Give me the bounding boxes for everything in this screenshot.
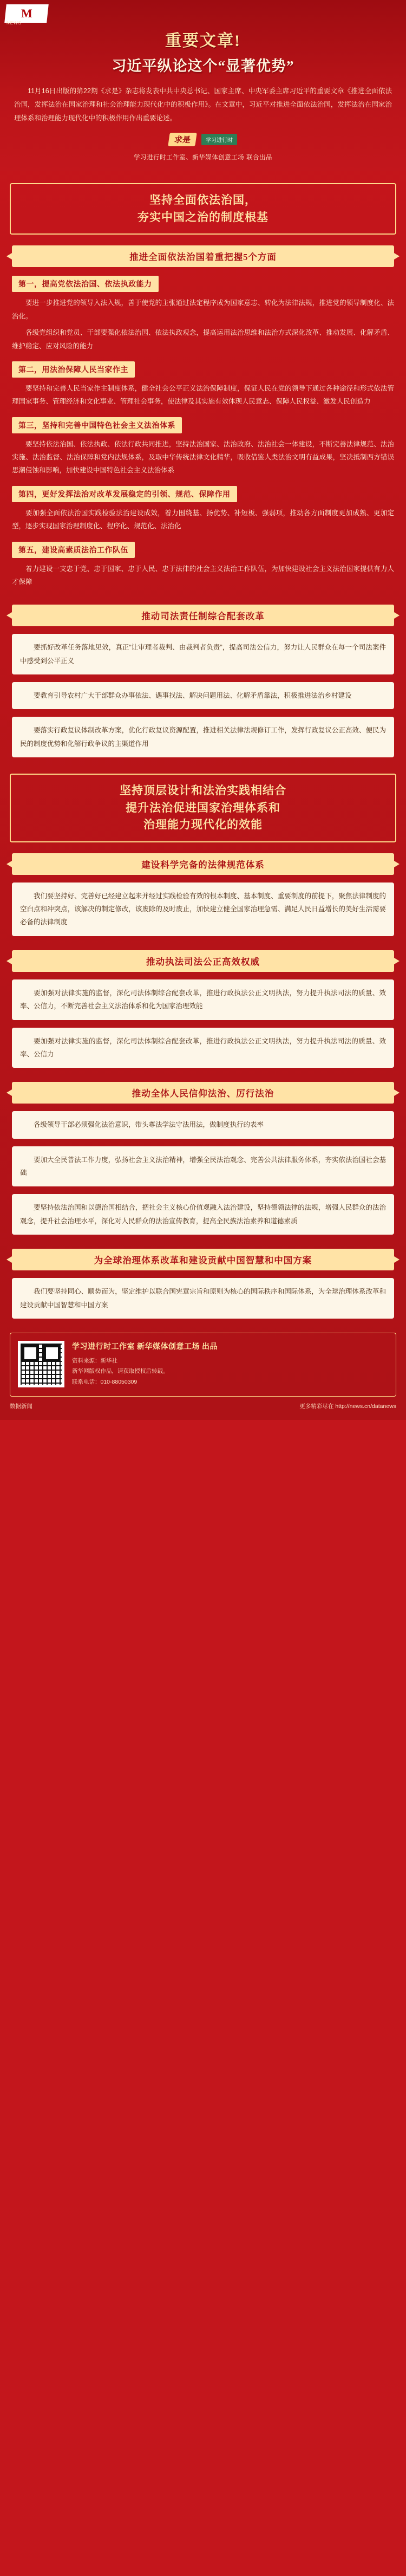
subheading-global-governance: 为全球治理体系改革和建设贡献中国智慧和中国方案 bbox=[12, 1249, 394, 1270]
intro-paragraph: 11月16日出版的第22期《求是》杂志将发表中共中央总书记、国家主席、中央军委主席习近平的重要文章《推进全面依法治国，发挥法治在国家治理和社会治理能力现代化中的积极作用》。在文章中，习近平对推进全面依法治国，发挥法治在国家治理体系和治理能力现代化中的积极作用作出重要论述。 bbox=[14, 87, 392, 122]
column-tag: 学习进行时 bbox=[201, 134, 237, 145]
logo-sub-label: NEWS bbox=[6, 21, 22, 25]
card-enforcement-2 bbox=[12, 1028, 394, 1068]
point-5-para-1: 着力建设一支忠于党、忠于国家、忠于人民、忠于法律的社会主义法治工作队伍，为加快建设社会主义法治国家提供有力人才保障 bbox=[12, 564, 394, 586]
card-global-1-text: 我们要坚持同心、顺势而为，坚定维护以联合国宪章宗旨和原则为核心的国际秩序和国际体系，为全球治理体系改革和建设贡献中国智慧和中国方案 bbox=[20, 1288, 386, 1309]
point-3-body bbox=[12, 438, 394, 477]
point-block-3 bbox=[12, 417, 394, 477]
point-block-4 bbox=[12, 486, 394, 533]
poster-header bbox=[0, 0, 406, 171]
point-1-heading: 第一，提高党依法治国、依法执政能力 bbox=[12, 276, 159, 292]
point-1-para-2: 各级党组织和党员、干部要强化依法治国、依法执政观念，提高运用法治思维和法治方式深化改革、推动发展、化解矛盾、维护稳定、应对风险的能力 bbox=[12, 329, 394, 350]
point-5-heading: 第五，建设高素质法治工作队伍 bbox=[12, 542, 135, 558]
point-block-2 bbox=[12, 361, 394, 408]
point-block-5 bbox=[12, 542, 394, 589]
subheading-judicial-reform: 推动司法责任制综合配套改革 bbox=[12, 605, 394, 626]
subheading-rule-of-law-faith: 推动全体人民信仰法治、厉行法治 bbox=[12, 1082, 394, 1104]
card-faith-1-text: 各级领导干部必须强化法治意识，带头尊法学法守法用法，做制度执行的表率 bbox=[34, 1121, 264, 1129]
footer-bottom-bar bbox=[10, 1402, 396, 1410]
section-banner-2-line3: 治理能力现代化的效能 bbox=[143, 818, 263, 832]
qr-code-pattern bbox=[21, 1344, 62, 1385]
point-3-heading: 第三，坚持和完善中国特色社会主义法治体系 bbox=[12, 417, 182, 433]
footer-block bbox=[10, 1333, 396, 1397]
footer-line-1: 资料来源：新华社 bbox=[72, 1357, 117, 1364]
section-banner-1-line2: 夯实中国之治的制度根基 bbox=[137, 210, 269, 224]
point-4-body bbox=[12, 507, 394, 533]
page-subtitle: 习近平纵论这个“显著优势” bbox=[112, 58, 294, 74]
card-faith-2 bbox=[12, 1146, 394, 1187]
card-enforcement-1 bbox=[12, 979, 394, 1020]
card-norms-1-text: 我们要坚持好、完善好已经建立起来并经过实践检验有效的根本制度、基本制度、重要制度的前提下，聚焦法律制度的空白点和冲突点，该解决的制定修改，该废除的及时废止，加快建立健全国家治理急需、满足人民日益增长的美好生活需要必备的法律制度 bbox=[20, 892, 386, 926]
section-banner-1 bbox=[10, 183, 396, 235]
subheading-legal-norms: 建设科学完备的法律规范体系 bbox=[12, 853, 394, 875]
point-3-para-1: 要坚持依法治国、依法执政、依法行政共同推进，坚持法治国家、法治政府、法治社会一体建设，不断完善法律规范、法治实施、法治监督、法治保障和党内法规体系，及取中华传统法律文化精华，吸收借鉴人类法治文明有益成果，坚决抵制西方错误思潮侵蚀和影响，加快建设中国特色社会主义法治体系 bbox=[12, 440, 394, 475]
qiushi-badge: 求是 bbox=[168, 133, 197, 146]
card-judicial-3-text: 要落实行政复议体制改革方案，优化行政复议资源配置，推进相关法律法规修订工作，发挥行政复议公正高效、便民为民的制度优势和化解行政争议的主渠道作用 bbox=[20, 726, 386, 748]
point-block-1 bbox=[12, 276, 394, 353]
footer-brand-label: 数据新闻 bbox=[10, 1403, 32, 1410]
point-5-body bbox=[12, 562, 394, 589]
point-4-para-1: 要加强全面依法治国实践检验法治建设成效，着力围绕基、扬优势、补短板、强弱项，推动各方面制度更加成熟、更加定型，逐步实现国家治理制度化、程序化、规范化、法治化 bbox=[12, 509, 394, 530]
card-judicial-2 bbox=[12, 682, 394, 709]
section-banner-1-line1: 坚持全面依法治国， bbox=[149, 193, 257, 207]
brand-logo bbox=[0, 0, 406, 24]
card-faith-3-text: 要坚持依法治国和以德治国相结合，把社会主义核心价值观融入法治建设，坚持德领法律的法规，增强人民群众的法治观念，提升社会治理水平，深化对人民群众的法治宣传教育，提高全民族法治素养和道德素质 bbox=[20, 1204, 386, 1225]
card-norms-1 bbox=[12, 883, 394, 936]
card-judicial-2-text: 要教育引导农村广大干部群众办事依法、遇事找法、解决问题用法、化解矛盾靠法，积极推进法治乡村建设 bbox=[34, 692, 352, 700]
card-enforcement-2-text: 要加强对法律实施的监督，深化司法体制综合配套改革，推进行政执法公正文明执法，努力提升执法司法的质量、效率、公信力 bbox=[20, 1037, 386, 1058]
card-judicial-3 bbox=[12, 717, 394, 757]
subheading-law-enforcement: 推动执法司法公正高效权威 bbox=[12, 950, 394, 972]
point-2-heading: 第二，用法治保障人民当家作主 bbox=[12, 361, 135, 378]
card-faith-2-text: 要加大全民普法工作力度，弘扬社会主义法治精神，增强全民法治观念、完善公共法律服务体系，夯实依法治国社会基础 bbox=[20, 1156, 386, 1177]
footer-title: 学习进行时工作室 新华媒体创意工场 出品 bbox=[72, 1342, 218, 1351]
point-4-heading: 第四，更好发挥法治对改革发展稳定的引领、规范、保障作用 bbox=[12, 486, 237, 502]
point-1-para-1: 要进一步推进党的领导入法入规，善于使党的主张通过法定程序成为国家意志、转化为法律法规，推进党的领导制度化、法治化。 bbox=[12, 299, 394, 320]
subheading-five-aspects: 推进全面依法治国着重把握5个方面 bbox=[12, 245, 394, 267]
point-2-para-1: 要坚持和完善人民当家作主制度体系，健全社会公平正义法治保障制度，保证人民在党的领导下通过各种途径和形式依法管理国家事务、管理经济和文化事业、管理社会事务，使法律及其实施有效体现人民意志、保障人民权益、激发人民创造力 bbox=[12, 384, 394, 406]
card-enforcement-1-text: 要加强对法律实施的监督，深化司法体制综合配套改革，推进行政执法公正文明执法，努力提升执法司法的质量、效率、公信力，不断完善社会主义法治体系和化为国家治理效能 bbox=[20, 989, 386, 1010]
footer-line-3: 联系电话：010-88050309 bbox=[72, 1378, 137, 1385]
footer-line-2: 新华网版权作品，请获取授权后转载。 bbox=[72, 1368, 169, 1375]
card-global-1 bbox=[12, 1278, 394, 1319]
section-banner-2-line1: 坚持顶层设计和法治实践相结合 bbox=[120, 784, 286, 797]
footer-text-block bbox=[72, 1341, 388, 1387]
section-banner-2 bbox=[10, 774, 396, 842]
card-faith-3 bbox=[12, 1194, 394, 1235]
source-badges bbox=[0, 133, 406, 146]
logo-mark bbox=[4, 4, 49, 23]
card-judicial-1-text: 要抓好改革任务落地见效，真正“让审理者裁判、由裁判者负责”，提高司法公信力，努力让人民群众在每一个司法案件中感受到公平正义 bbox=[20, 644, 386, 665]
point-2-body bbox=[12, 382, 394, 408]
card-judicial-1 bbox=[12, 634, 394, 674]
section-banner-2-line2: 提升法治促进国家治理体系和 bbox=[126, 801, 280, 814]
card-faith-1 bbox=[12, 1111, 394, 1138]
producer-credit: 学习进行时工作室、新华媒体创意工场 联合出品 bbox=[134, 154, 272, 161]
page-title: 重要文章! bbox=[165, 32, 241, 50]
point-1-body bbox=[12, 296, 394, 353]
logo-letter: M bbox=[21, 7, 32, 20]
footer-url-label[interactable]: 更多精彩尽在 http://news.cn/datanews bbox=[299, 1403, 396, 1410]
qr-code[interactable] bbox=[18, 1341, 64, 1387]
